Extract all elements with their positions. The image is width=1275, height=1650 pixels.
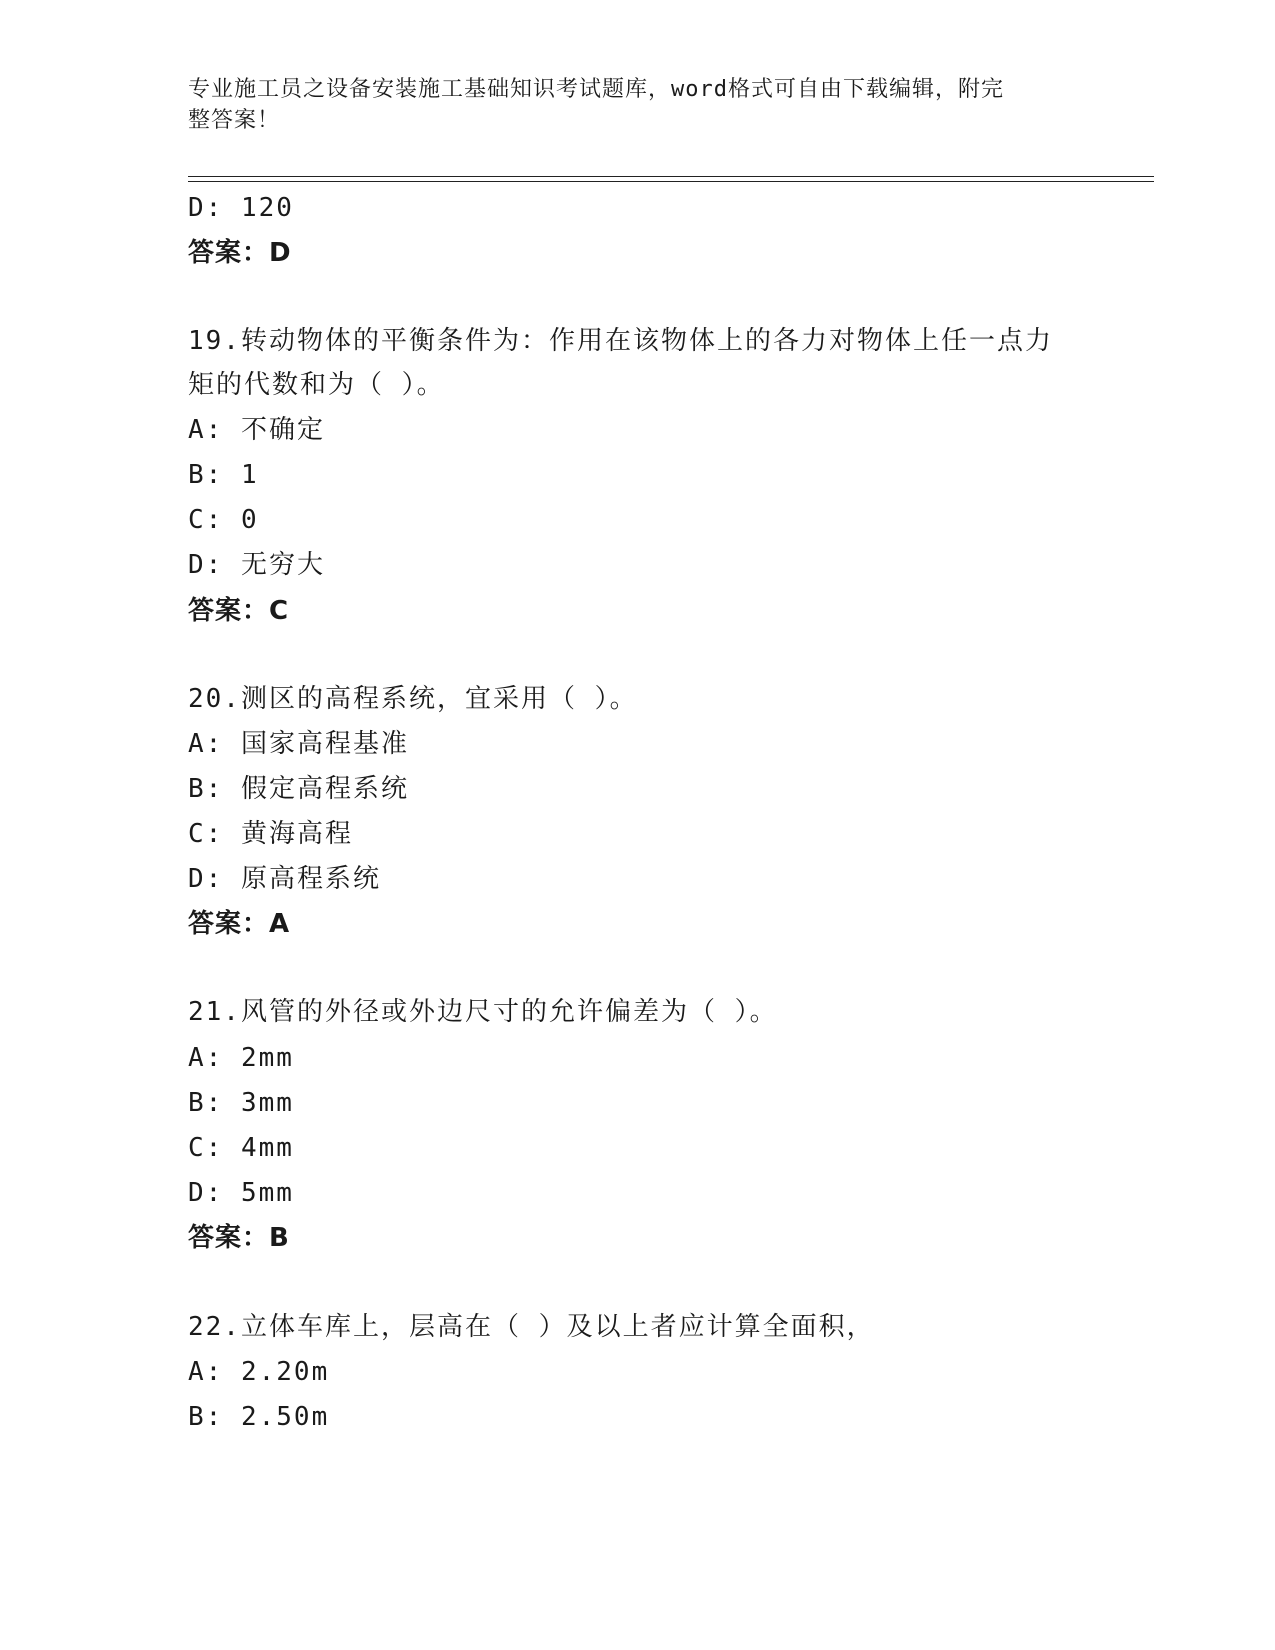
header-line-1: 专业施工员之设备安装施工基础知识考试题库，word格式可自由下载编辑，附完 <box>188 77 1004 102</box>
q20-stem: 20.测区的高程系统，宜采用（ ）。 <box>188 684 638 714</box>
header-line-2: 整答案！ <box>188 108 281 133</box>
q21-option-d: D: 5mm <box>188 1178 294 1208</box>
q19-answer: 答案：C <box>188 596 290 626</box>
q19-option-d: D: 无穷大 <box>188 550 325 580</box>
q19-option-c: C: 0 <box>188 505 259 535</box>
q20-answer: 答案：A <box>188 909 291 939</box>
q21-option-b: B: 3mm <box>188 1088 294 1118</box>
q22-option-b: B: 2.50m <box>188 1402 330 1432</box>
header-rule-top <box>188 176 1154 177</box>
header-rule-bottom <box>188 181 1154 182</box>
q21-option-a: A: 2mm <box>188 1043 294 1073</box>
q22-option-a: A: 2.20m <box>188 1357 330 1387</box>
q20-option-c: C: 黄海高程 <box>188 819 353 849</box>
q19-option-b: B: 1 <box>188 460 259 490</box>
q21-stem: 21.风管的外径或外边尺寸的允许偏差为（ ）。 <box>188 997 778 1027</box>
q20-option-a: A: 国家高程基准 <box>188 729 409 759</box>
q19-stem-line-1: 19.转动物体的平衡条件为：作用在该物体上的各力对物体上任一点力 <box>188 326 1053 356</box>
prev-option-d: D: 120 <box>188 193 294 223</box>
prev-answer: 答案：D <box>188 238 292 268</box>
q21-answer: 答案：B <box>188 1223 290 1253</box>
q20-option-d: D: 原高程系统 <box>188 864 381 894</box>
document-header <box>188 74 1088 136</box>
q22-stem: 22.立体车库上，层高在（ ）及以上者应计算全面积， <box>188 1312 875 1342</box>
q19-stem-line-2: 矩的代数和为（ ）。 <box>188 370 445 400</box>
q19-option-a: A: 不确定 <box>188 415 325 445</box>
q20-option-b: B: 假定高程系统 <box>188 774 409 804</box>
q21-option-c: C: 4mm <box>188 1133 294 1163</box>
